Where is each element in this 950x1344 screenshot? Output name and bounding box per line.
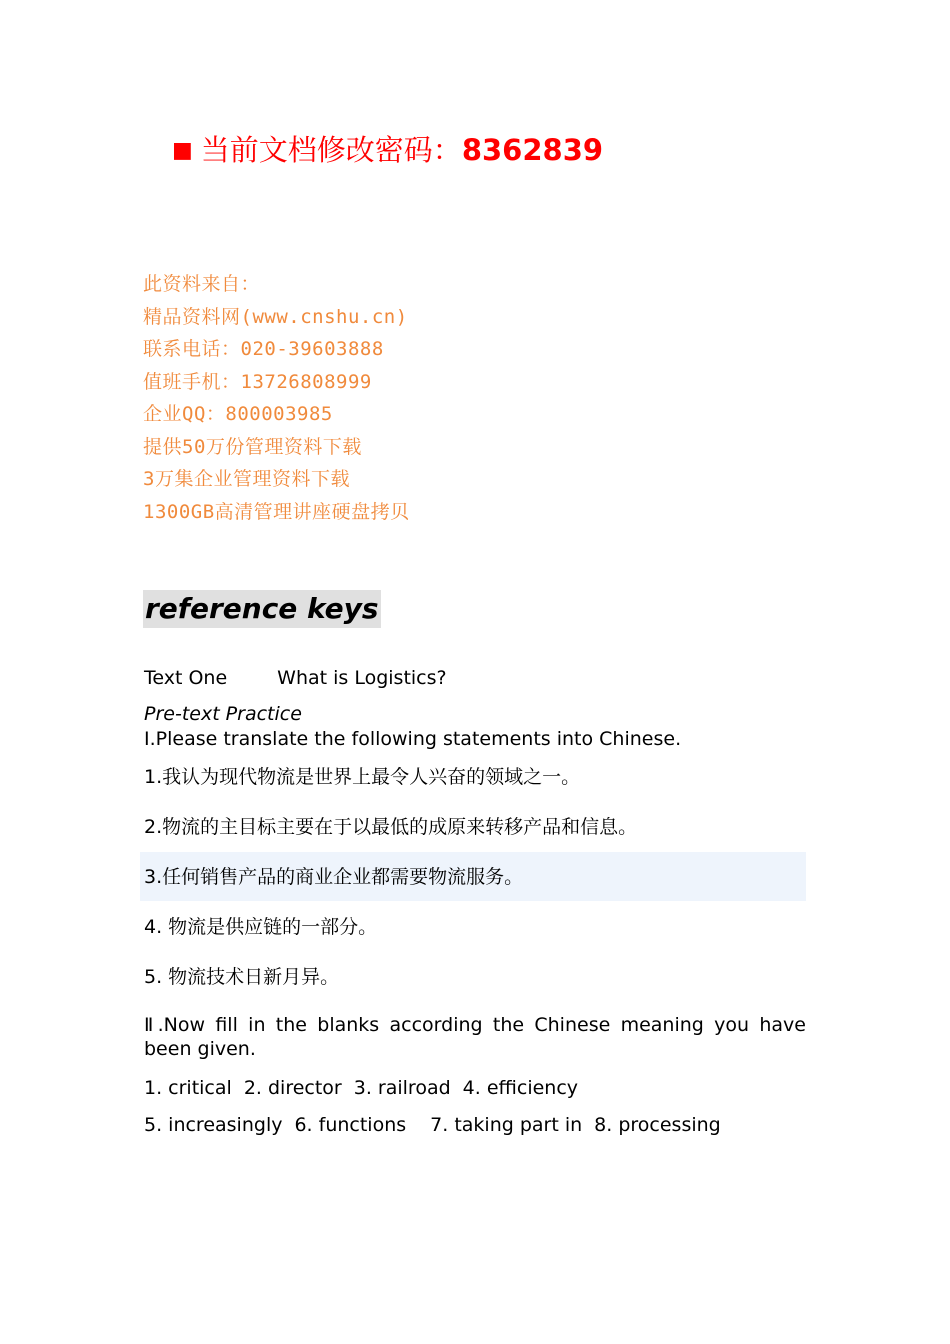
source-line-offer-1: 提供50万份管理资料下载 xyxy=(143,435,362,458)
answer-item: 2. director xyxy=(243,1077,342,1099)
answer-item: 4. efficiency xyxy=(462,1077,579,1099)
answer-item: 1. critical xyxy=(144,1077,232,1099)
source-info-block xyxy=(143,268,410,528)
statement-2: 2.物流的主目标主要在于以最低的成原来转移产品和信息。 xyxy=(144,816,638,838)
source-line-origin: 此资料来自： xyxy=(143,273,261,295)
source-line-mobile: 值班手机：13726808999 xyxy=(143,370,372,393)
instruction-2-line-2: been given. xyxy=(144,1038,256,1060)
instruction-2 xyxy=(144,1013,806,1061)
answer-item: 6. functions xyxy=(294,1114,407,1136)
source-line-offer-2: 3万集企业管理资料下载 xyxy=(143,468,350,490)
text-one-line xyxy=(144,666,447,690)
answer-item: 3. railroad xyxy=(353,1077,451,1099)
instruction-1: I.Please translate the following statements into Chinese. xyxy=(144,728,682,750)
text-one-label: Text One xyxy=(144,667,228,689)
statement-3: 3.任何销售产品的商业企业都需要物流服务。 xyxy=(144,866,524,888)
answer-item: 5. increasingly xyxy=(144,1114,283,1136)
answer-item: 8. processing xyxy=(594,1114,721,1136)
pretext-label: Pre-text Practice xyxy=(144,703,302,725)
red-square-icon: ■ xyxy=(172,138,193,163)
text-one-title: What is Logistics? xyxy=(277,667,447,689)
source-line-offer-3: 1300GB高清管理讲座硬盘拷贝 xyxy=(143,500,410,523)
instruction-2-line-1: Ⅱ.Now fill in the blanks according the Chinese meaning you have xyxy=(144,1014,806,1036)
source-line-qq: 企业QQ：800003985 xyxy=(143,403,333,425)
source-line-phone: 联系电话：020-39603888 xyxy=(143,338,384,360)
password-label: 当前文档修改密码： xyxy=(200,133,462,167)
password-code: 8362839 xyxy=(461,133,604,167)
answers-row-1 xyxy=(144,1076,590,1100)
password-notice xyxy=(172,130,603,171)
answers-row-2 xyxy=(144,1113,733,1137)
source-line-website: 精品资料网(www.cnshu.cn) xyxy=(143,305,408,328)
statement-1: 1.我认为现代物流是世界上最令人兴奋的领域之一。 xyxy=(144,766,581,788)
section-heading: reference keys xyxy=(143,590,381,628)
statement-5: 5. 物流技术日新月异。 xyxy=(144,966,340,988)
statement-4: 4. 物流是供应链的一部分。 xyxy=(144,916,378,938)
answer-item: 7. taking part in xyxy=(430,1114,583,1136)
